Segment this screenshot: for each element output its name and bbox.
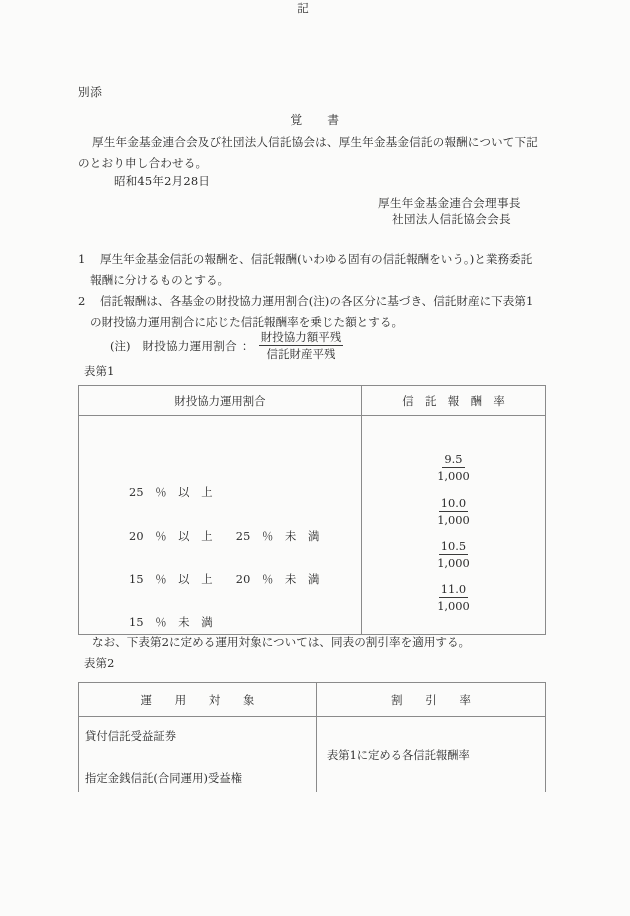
record-marker [0, 0, 630, 16]
trust-rate-1-denominator: 1,000 [437, 469, 470, 484]
table2-caption: 表第2 [84, 656, 115, 670]
table2-body-row [79, 717, 546, 793]
ratio-range-4: 15 ％ 未 満 [129, 616, 213, 629]
trust-rate-3-fraction [435, 539, 472, 571]
clause-2 [78, 291, 548, 333]
trust-fee-table [78, 385, 546, 635]
fraction-numerator: 財投協力額平残 [259, 330, 344, 346]
note-marker: (注) [110, 338, 131, 353]
discount-value-wrap [317, 717, 545, 792]
signatory-trust-association: 社団法人信託協会会長 [392, 212, 511, 226]
trust-rate-4-denominator: 1,000 [437, 599, 470, 614]
formula-note [110, 330, 343, 362]
clause-2-line-1: 信託報酬は、各基金の財投協力運用割合(注)の各区分に基づき、信託財産に下表第1 [100, 294, 534, 308]
clause-1-line-2: 報酬に分けるものとする。 [90, 273, 230, 287]
investment-object-2: 指定金銭信託(合同運用)受益権 [85, 772, 243, 785]
discount-value: 表第1に定める各信託報酬率 [327, 749, 470, 762]
trust-rate-1-fraction [435, 452, 472, 484]
trust-rate-1-numerator: 9.5 [442, 452, 464, 468]
investment-object-list [79, 717, 316, 792]
ratio-range-3: 15 ％ 以 上 20 ％ 未 満 [129, 573, 320, 586]
table2-header-discount: 割 引 率 [317, 683, 546, 717]
table1-header-ratio: 財投協力運用割合 [79, 386, 362, 416]
table1-ratio-cell [79, 416, 362, 635]
trust-rate-1 [362, 452, 545, 484]
note-colon: ： [241, 338, 254, 353]
investment-object-1: 貸付信託受益証券 [85, 730, 177, 743]
trust-rate-2-numerator: 10.0 [439, 496, 468, 512]
ratio-range-1: 25 ％ 以 上 [129, 486, 213, 499]
clause-1-number: 1 [78, 252, 86, 266]
table1-header-row [79, 386, 546, 416]
table1-body-row [79, 416, 546, 635]
table2-object-cell [79, 717, 317, 793]
trust-rate-4-fraction [435, 582, 472, 614]
trust-rate-3-denominator: 1,000 [437, 556, 470, 571]
discount-rate-table [78, 682, 546, 792]
trust-rate-2 [362, 496, 545, 528]
ratio-fraction [259, 330, 344, 362]
trust-rate-2-fraction [435, 496, 472, 528]
trust-rate-4 [362, 582, 545, 614]
note-label: 財投協力運用割合 [142, 338, 237, 353]
table2-header-row [79, 683, 546, 717]
table1-caption: 表第1 [84, 364, 115, 378]
ratio-range-list [79, 416, 361, 634]
clause-1-line-1: 厚生年金基金信託の報酬を、信託報酬(いわゆる固有の信託報酬をいう。)と業務委託 [100, 252, 533, 266]
clause-1 [78, 249, 548, 291]
clause-1-body [90, 249, 548, 291]
trust-rate-2-denominator: 1,000 [437, 513, 470, 528]
clause-2-number: 2 [78, 294, 86, 308]
table2-header-object: 運 用 対 象 [79, 683, 317, 717]
signatory-federation: 厚生年金基金連合会理事長 [378, 196, 521, 210]
page-title: 覚 書 [290, 113, 340, 127]
trust-rate-3 [362, 539, 545, 571]
fraction-denominator: 信託財産平残 [266, 347, 336, 362]
clause-2-body [90, 291, 548, 333]
table1-rate-cell [362, 416, 546, 635]
document-date: 昭和45年2月28日 [114, 174, 211, 188]
record-marker-text: 記 [297, 1, 309, 15]
trust-rate-4-numerator: 11.0 [439, 582, 468, 598]
ratio-range-2: 20 ％ 以 上 25 ％ 未 満 [129, 530, 320, 543]
mid-paragraph: なお、下表第2に定める運用対象については、同表の割引率を適用する。 [92, 635, 471, 649]
attachment-label: 別添 [78, 85, 103, 99]
table1-header-rate: 信 託 報 酬 率 [362, 386, 546, 416]
lead-paragraph: 厚生年金基金連合会及び社団法人信託協会は、厚生年金基金信託の報酬について下記のとおり申し合わせる。 [78, 135, 539, 170]
trust-rate-list [362, 416, 545, 634]
trust-rate-3-numerator: 10.5 [439, 539, 468, 555]
clause-2-line-2: の財投協力運用割合に応じた信託報酬率を乗じた額とする。 [90, 315, 404, 329]
table2-discount-cell [317, 717, 546, 793]
